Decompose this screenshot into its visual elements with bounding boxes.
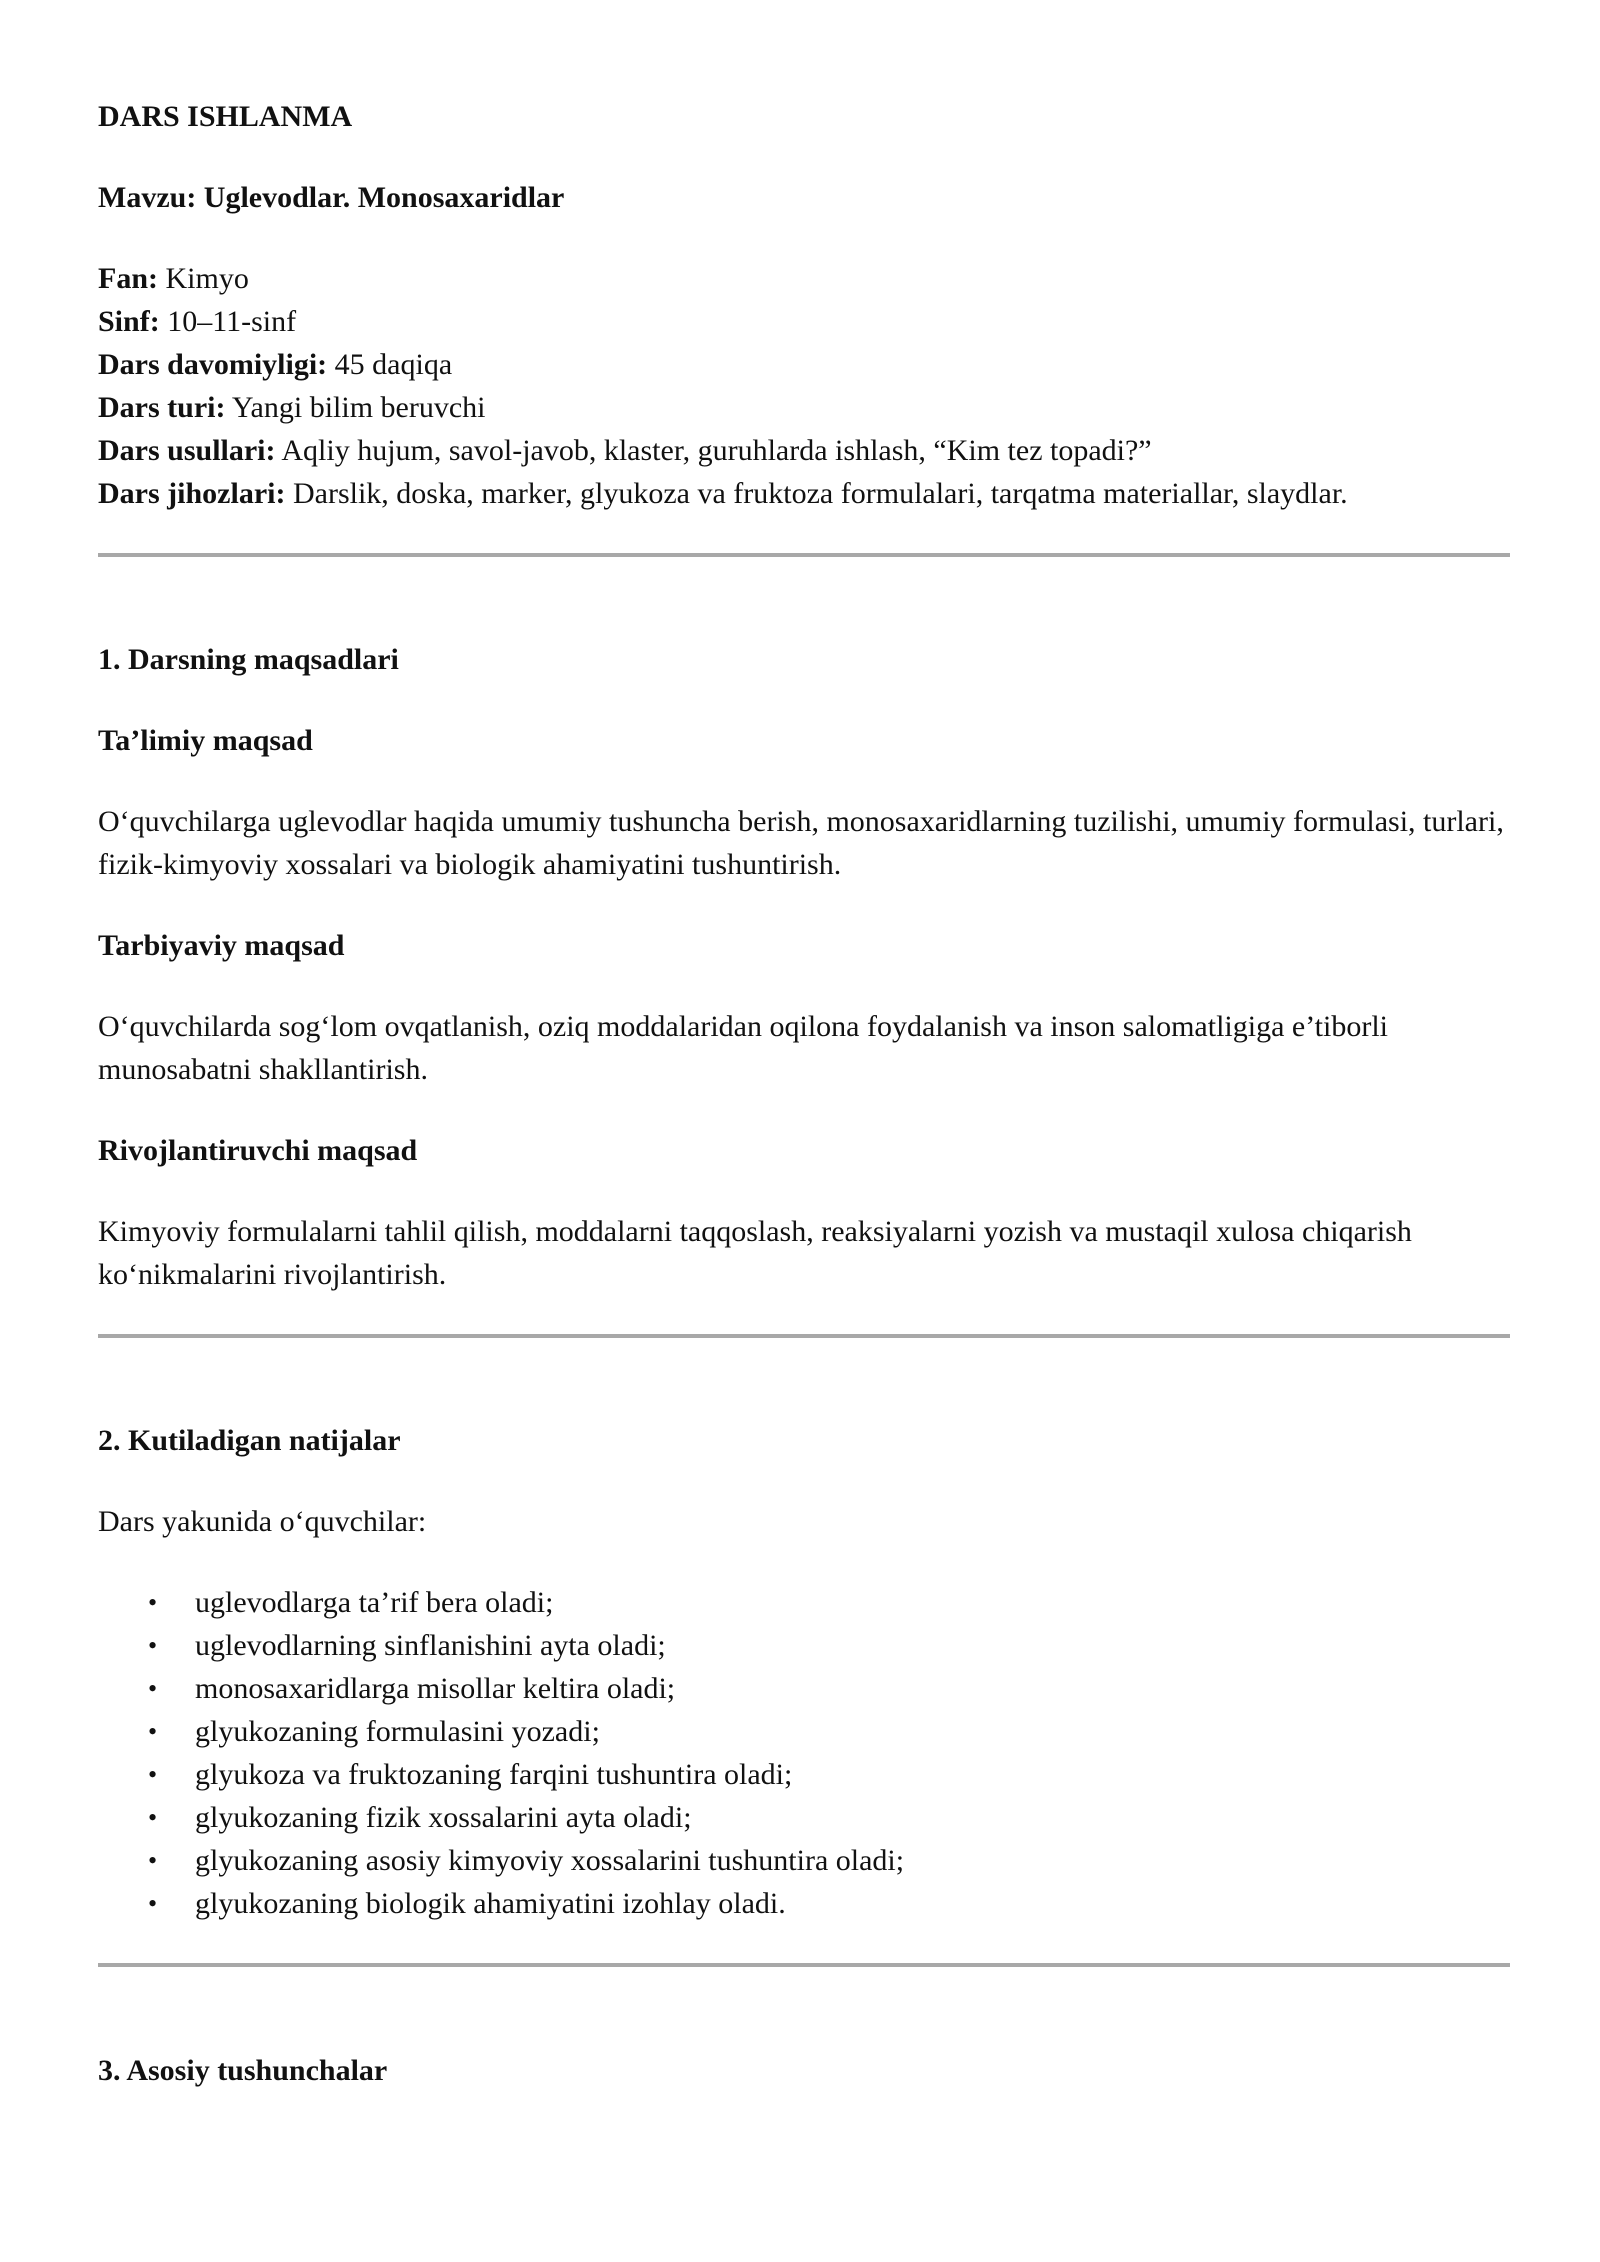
list-item <box>98 1796 1510 1839</box>
meta-grade <box>98 300 1510 343</box>
goal-title-educational: Ta’limiy maqsad <box>98 724 313 757</box>
meta-value: Aqliy hujum, savol-javob, klaster, guruhlarda ishlash, “Kim tez topadi?” <box>281 434 1152 467</box>
bullet-icon: • <box>148 1588 158 1617</box>
section-key-concepts <box>98 2049 1510 2092</box>
meta-value: 45 daqiqa <box>334 348 453 381</box>
list-item-text: glyukozaning formulasini yozadi; <box>195 1715 600 1748</box>
bullet-icon: • <box>148 1760 158 1789</box>
meta-value: Kimyo <box>165 262 249 295</box>
list-item-text: glyukoza va fruktozaning farqini tushuntira oladi; <box>195 1758 793 1791</box>
list-item-text: monosaxaridlarga misollar keltira oladi; <box>195 1672 676 1705</box>
meta-label: Sinf: <box>98 305 160 338</box>
goal-text-upbringing: O‘quvchilarda sog‘lom ovqatlanish, oziq moddalaridan oqilona foydalanish va inson salomatligiga e’tiborli munosabatni shakllantirish. <box>98 1010 1388 1086</box>
section-lesson-goals <box>98 638 1510 1296</box>
list-item-text: glyukozaning asosiy kimyoviy xossalarini tushuntira oladi; <box>195 1844 905 1877</box>
list-item <box>98 1710 1510 1753</box>
list-item <box>98 1753 1510 1796</box>
list-item <box>98 1882 1510 1925</box>
goal-title-upbringing: Tarbiyaviy maqsad <box>98 929 345 962</box>
meta-label: Dars usullari: <box>98 434 276 467</box>
list-item <box>98 1624 1510 1667</box>
horizontal-divider <box>98 1334 1510 1338</box>
meta-value: Darslik, doska, marker, glyukoza va fruktoza formulalari, tarqatma materiallar, slaydlar. <box>292 477 1348 510</box>
list-item <box>98 1581 1510 1624</box>
bullet-icon: • <box>148 1803 158 1832</box>
list-item <box>98 1667 1510 1710</box>
bullet-icon: • <box>148 1717 158 1746</box>
meta-label: Dars davomiyligi: <box>98 348 328 381</box>
meta-value: Yangi bilim beruvchi <box>231 391 486 424</box>
meta-label: Fan: <box>98 262 158 295</box>
list-item-text: uglevodlarning sinflanishini ayta oladi; <box>195 1629 666 1662</box>
section-title: 3. Asosiy tushunchalar <box>98 2054 388 2087</box>
bullet-icon: • <box>148 1846 158 1875</box>
bullet-icon: • <box>148 1674 158 1703</box>
section-expected-results <box>98 1419 1510 1925</box>
bullet-icon: • <box>148 1889 158 1918</box>
meta-label: Dars turi: <box>98 391 226 424</box>
goal-text-educational: O‘quvchilarga uglevodlar haqida umumiy tushuncha berish, monosaxaridlarning tuzilishi, umumiy formulasi, turlari, fizik-kimyoviy xossalari va biologik ahamiyatini tushuntirish. <box>98 805 1504 881</box>
section-title: 2. Kutiladigan natijalar <box>98 1424 401 1457</box>
list-item-text: glyukozaning biologik ahamiyatini izohlay oladi. <box>195 1887 786 1920</box>
section-title: 1. Darsning maqsadlari <box>98 643 399 676</box>
goal-title-developmental: Rivojlantiruvchi maqsad <box>98 1134 418 1167</box>
horizontal-divider <box>98 553 1510 557</box>
meta-equipment <box>98 472 1510 515</box>
list-item-text: glyukozaning fizik xossalarini ayta oladi; <box>195 1801 692 1834</box>
goal-text-developmental: Kimyoviy formulalarni tahlil qilish, moddalarni taqqoslash, reaksiyalarni yozish va mustaqil xulosa chiqarish ko‘nikmalarini rivojlantirish. <box>98 1215 1412 1291</box>
meta-lesson-type <box>98 386 1510 429</box>
results-intro: Dars yakunida o‘quvchilar: <box>98 1505 427 1538</box>
meta-subject <box>98 257 1510 300</box>
meta-label: Dars jihozlari: <box>98 477 286 510</box>
document-page <box>98 95 1510 2130</box>
meta-methods <box>98 429 1510 472</box>
meta-duration <box>98 343 1510 386</box>
horizontal-divider <box>98 1963 1510 1967</box>
lesson-meta <box>98 257 1510 515</box>
document-title: DARS ISHLANMA <box>98 100 353 133</box>
results-list <box>98 1581 1510 1925</box>
lesson-topic: Mavzu: Uglevodlar. Monosaxaridlar <box>98 181 565 214</box>
bullet-icon: • <box>148 1631 158 1660</box>
list-item-text: uglevodlarga ta’rif bera oladi; <box>195 1586 554 1619</box>
meta-value: 10–11-sinf <box>167 305 297 338</box>
list-item <box>98 1839 1510 1882</box>
